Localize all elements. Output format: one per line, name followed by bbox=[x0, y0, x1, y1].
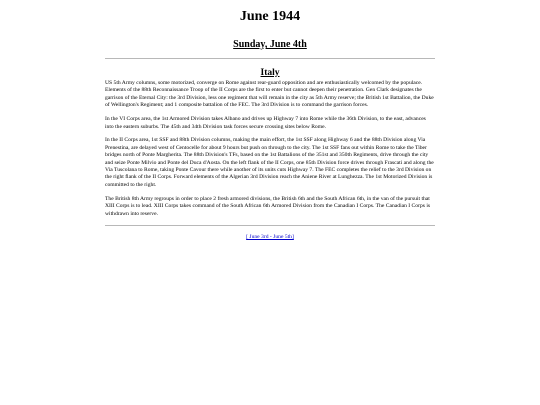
date-heading: Sunday, June 4th bbox=[233, 39, 307, 50]
nav-link-adjacent-days[interactable]: [ June 3rd - June 5th] bbox=[246, 233, 294, 240]
day-navigation bbox=[105, 234, 435, 241]
divider-top bbox=[105, 58, 435, 59]
paragraph-3: In the II Corps area, 1st SSF and 88th Division columns, making the main effort, the 1st SSF along Highway 6 and the 88th Division along Via Prenestina, are delayed west of Centocelle for about 9 hours but push on through to the city. The 1st SSF fans out within Rome to take the Tiber bridges north of Ponte Margherita. The 88th Division's TFs, based on the 1st Battalions of the 351st and 350th Regiments, drive through the city and seize Ponte Milvio and Ponte del Duca d'Aosta. On the left flank of the II Corps, one 85th Division force drives through Frascati and along the Via Tuscolana to Rome, taking Ponte Cavour there while another of its units cuts Highway 7. The FEC completes the relief to the 3rd Division on the right flank of the II Corps. Forward elements of the Algerian 3rd Division reach the Aniene River at Lunghezza. The 1st Motorized Division is committed to the right. bbox=[105, 137, 434, 188]
section-heading: Italy bbox=[260, 68, 280, 78]
page-content bbox=[105, 0, 435, 241]
paragraph-2: In the VI Corps area, the 1st Armored Division takes Albano and drives up Highway 7 into Rome while the 36th Division, to the east, advances into the eastern suburbs. The 45th and 34th Division task forces secure crossing sites below Rome. bbox=[105, 116, 426, 130]
page-title: June 1944 bbox=[239, 9, 301, 24]
paragraph-4: The British 8th Army regroups in order to place 2 fresh armored divisions, the British 6th and the South African 6th, in the van of the pursuit that XIII Corps is to lead. XIII Corps takes command of the South African 6th Armored Division from the Canadian I Corps. The Canadian I Corps is withdrawn into reserve. bbox=[105, 195, 431, 217]
paragraph-1: US 5th Army columns, some motorized, converge on Rome against rear-guard opposition and are enthusiastically welcomed by the populace. Elements of the 88th Reconnaissance Troop of the II Corps are the first to enter but cannot deepen their penetration. Gen Clark designates the garrison of the Eternal City: the 3rd Division, less one regiment that will remain in the city as 5th Army reserve; the British 1st Battalion, the Duke of Wellington's Regiment; and 1 composite battalion of the FEC. The 3rd Division is to command the garrison forces. bbox=[105, 80, 434, 109]
divider-bottom bbox=[105, 225, 435, 226]
